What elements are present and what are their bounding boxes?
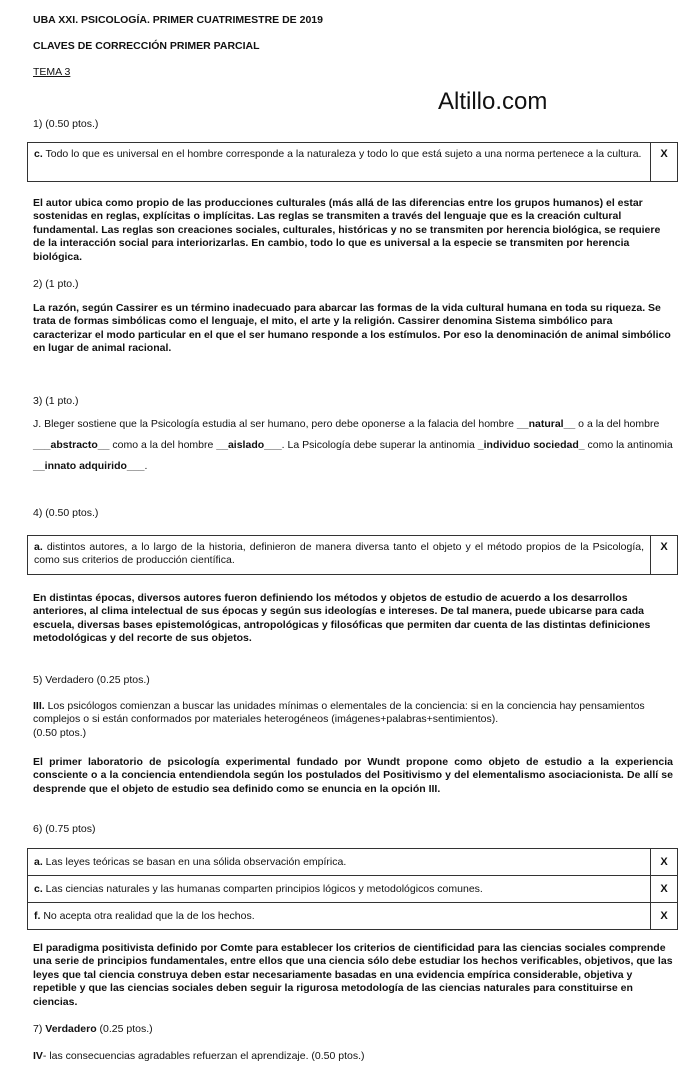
q4-heading: 4) (0.50 ptos.) — [33, 507, 99, 519]
q3-text-part: como la antinomia — [584, 439, 673, 451]
q2-heading: 2) (1 pto.) — [33, 278, 79, 290]
q1-option-text: Todo lo que es universal en el hombre corresponde a la naturaleza y todo lo que está sujeto a una norma pertenece a la cultura. — [42, 148, 642, 160]
q4-option-text: distintos autores, a lo largo de la historia, definieron de manera diversa tanto el objeto y el método propios de la Psicología, como sus criterios de producción científica. — [34, 541, 644, 566]
q6-row-text — [28, 876, 651, 903]
q6-row-label: No acepta otra realidad que la de los hechos. — [40, 910, 255, 922]
q5-item-text: Los psicólogos comienzan a buscar las unidades mínimas o elementales de la conciencia: si en la conciencia hay pensamientos complejos o si están conformados por materiales heterogéneos (imágenes+palabras+sentimientos). — [33, 700, 645, 726]
q3-text-part: o a la del hombre — [575, 418, 660, 430]
q3-text-part: como a la del hombre — [109, 439, 217, 451]
q6-row-label: Las ciencias naturales y las humanas comparten principios lógicos y metodológicos comunes. — [42, 883, 483, 895]
doc-subtitle: CLAVES DE CORRECCIÓN PRIMER PARCIAL — [33, 40, 260, 52]
q2-explanation: La razón, según Cassirer es un término inadecuado para abarcar las formas de la vida cultural humana en toda su riqueza. Se trata de formas simbólicas como el lenguaje, el mito, el arte y la religión. Cassirer denomina Sistema simbólico para caracterizar el modo particular en el que el ser humano responde a los estímulos. Por eso la denominación de animal simbólico en lugar de animal racional. — [33, 302, 671, 355]
q4-explanation: En distintas épocas, diversos autores fueron definiendo los métodos y objetos de estudio de acuerdo a los desarrollos anteriores, al clima intelectual de sus épocas y según sus ideologías e intereses. De tal manera, puede ubicarse para cada escuela, diversas bases epistemológicas, antropológicas y filosóficas que permiten dar cuenta de las distintas definiciones metodológicas y del recorte de sus objetos. — [33, 592, 651, 645]
q6-row-mark: X — [651, 876, 678, 903]
tema-label: TEMA 3 — [33, 66, 71, 78]
q6-row-mark: X — [651, 903, 678, 930]
q6-row-letter: c. — [34, 883, 43, 895]
q3-heading: 3) (1 pto.) — [33, 395, 79, 407]
q6-explanation: El paradigma positivista definido por Comte para establecer los criterios de cientificidad para las ciencias sociales comprende una serie de principios fundamentales, entre ellos que una ciencia sólo debe estudiar los hechos verificables, objetivos, que las leyes que tal ciencia construya deben estar necesariamente basadas en una evidencia empírica considerable, objetiva y repetible y que las ciencias sociales deben seguir la rigurosa metodología de las ciencias naturales para constituirse en ciencias. — [33, 942, 673, 1008]
watermark-logo: Altillo.com — [438, 88, 548, 115]
table-row — [28, 903, 678, 930]
q6-row-mark: X — [651, 849, 678, 876]
q6-row-text — [28, 849, 651, 876]
q7-item-text: - las consecuencias agradables refuerzan el aprendizaje. (0.50 ptos.) — [42, 1050, 365, 1062]
q6-row-letter: f. — [34, 910, 41, 922]
q6-answer-table — [27, 848, 678, 930]
doc-title: UBA XXI. PSICOLOGÍA. PRIMER CUATRIMESTRE DE 2019 — [33, 14, 323, 26]
q6-row-text — [28, 903, 651, 930]
q6-heading: 6) (0.75 ptos) — [33, 823, 96, 835]
q7-heading-points: (0.25 ptos.) — [96, 1023, 153, 1035]
q5-item-points: (0.50 ptos.) — [33, 726, 87, 739]
q1-option — [28, 143, 650, 181]
q1-answer-box — [27, 142, 678, 182]
q3-blank-natural: __natural__ — [516, 418, 576, 430]
q6-row-letter: a. — [34, 856, 43, 868]
q3-blank-individuo-sociedad: _individuo sociedad_ — [477, 439, 585, 451]
q4-option — [28, 536, 650, 574]
q4-option-letter: a. — [34, 541, 43, 553]
q7-heading-num: 7) — [33, 1023, 46, 1035]
q1-heading: 1) (0.50 ptos.) — [33, 118, 99, 130]
q1-explanation: El autor ubica como propio de las producciones culturales (más allá de las diferencias entre los grupos humanos) el estar sostenidas en reglas, explícitas o implícitas. Las reglas se transmiten a través del lenguaje que es la creación cultural fundamental. Las reglas son creaciones sociales, culturales, históricas y no se transmiten por herencia biológica, se requiere de la interacción social para interiorizarlas. En cambio, todo lo que es universal a la especie se transmiten por herencia biológica. — [33, 197, 661, 263]
q3-text-part: J. Bleger sostiene que la Psicología estudia al ser humano, pero debe oponerse a la falacia del hombre — [33, 418, 517, 430]
table-row — [28, 876, 678, 903]
q3-blank-abstracto: ___abstracto__ — [33, 439, 110, 451]
q3-text — [33, 414, 678, 477]
q4-answer-box — [27, 535, 678, 575]
q3-text-part: . La Psicología debe superar la antinomia — [281, 439, 478, 451]
q7-heading — [33, 1023, 153, 1035]
q3-text-part: . — [144, 460, 148, 472]
q7-item — [33, 1050, 365, 1062]
q1-correct-mark: X — [650, 143, 677, 181]
q6-row-label: Las leyes teóricas se basan en una sólida observación empírica. — [42, 856, 347, 868]
q7-item-roman: IV — [33, 1050, 43, 1062]
q5-explanation: El primer laboratorio de psicología experimental fundado por Wundt propone como objeto de estudio a la experiencia consciente o a la conciencia entendiendola según los postulados del Positivismo y del elementalismo asociacionista. De allí se desprende que el objeto de estudio sea definido como se enuncia en la opción III. — [33, 756, 673, 795]
q7-heading-answer: Verdadero — [45, 1023, 97, 1035]
q1-option-letter: c. — [34, 148, 43, 160]
q5-item — [33, 700, 675, 740]
q3-blank-innato-adquirido: __innato adquirido___ — [33, 460, 145, 472]
q4-correct-mark: X — [650, 536, 677, 574]
q3-blank-aislado: __aislado___ — [216, 439, 282, 451]
table-row — [28, 849, 678, 876]
q5-item-roman: III. — [33, 700, 45, 712]
q5-heading: 5) Verdadero (0.25 ptos.) — [33, 674, 150, 686]
